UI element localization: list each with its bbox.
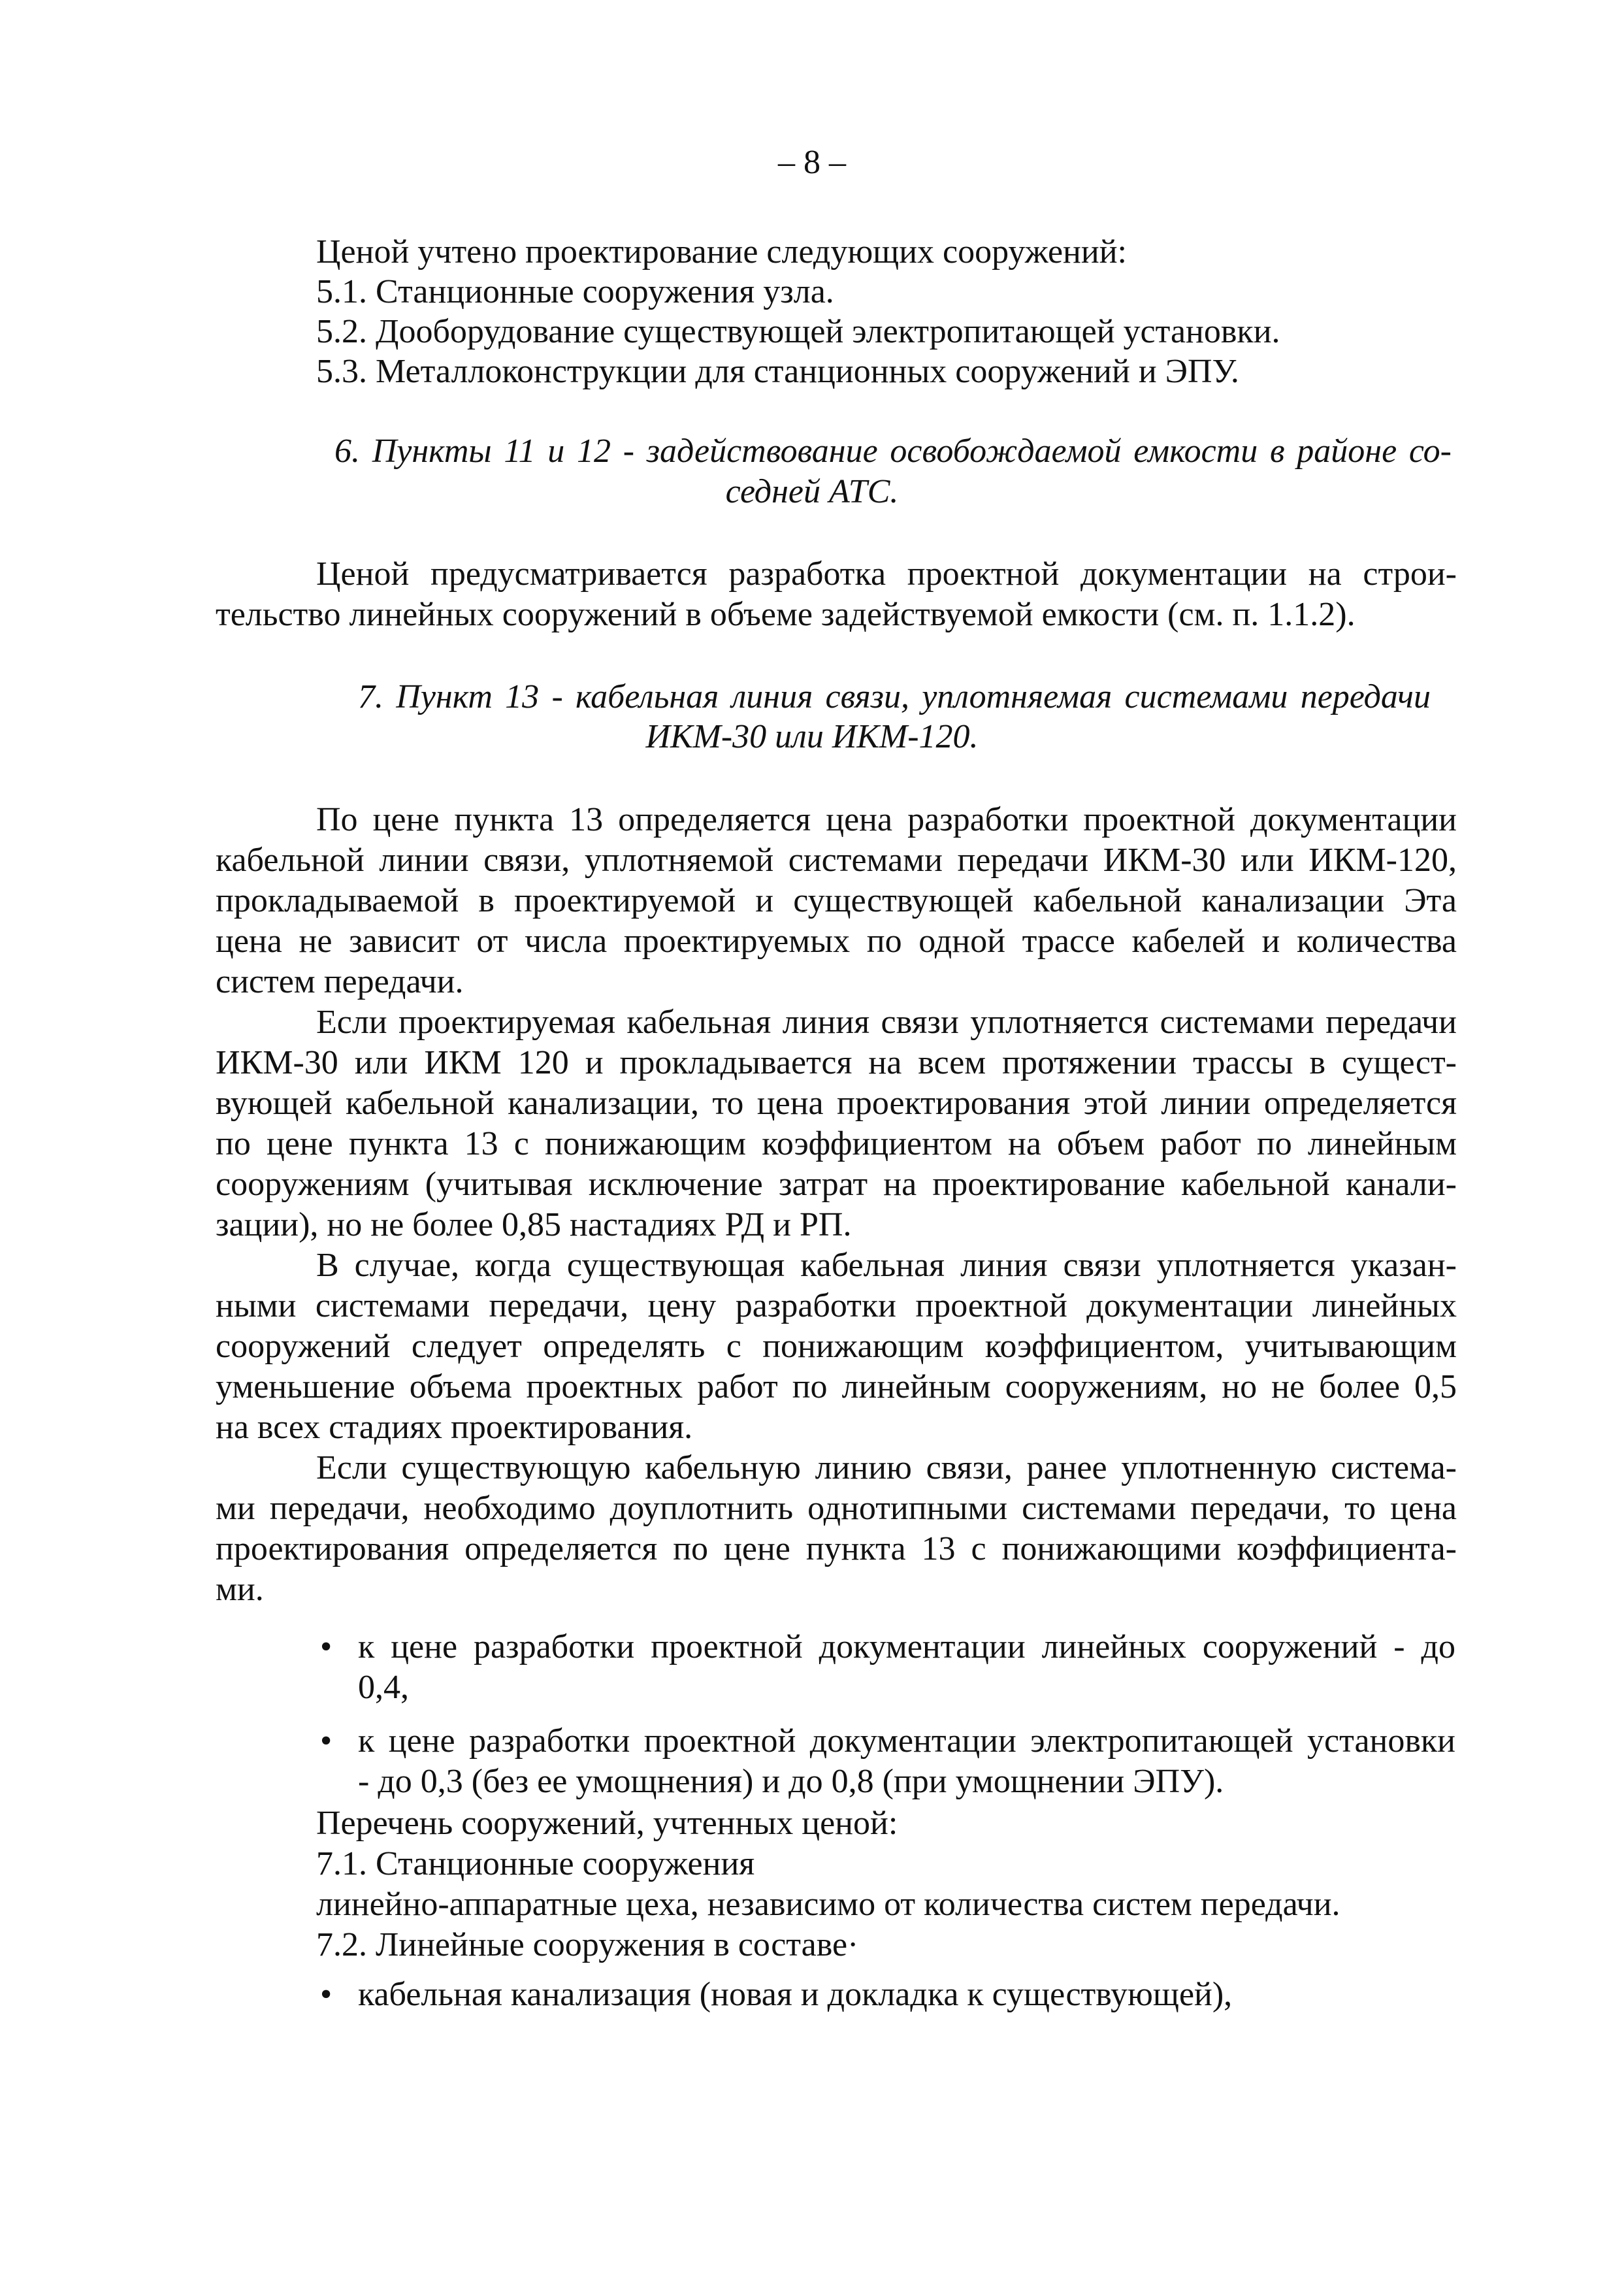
p2-line-6: зации), но не более 0,85 настадиях РД и РП. bbox=[216, 1206, 852, 1243]
bullet-3-marker: • bbox=[320, 1976, 333, 2013]
p3-line-2: ными системами передачи, цену разработки проектной документации линейных bbox=[216, 1287, 1457, 1324]
section6-heading-line2: седней АТС. bbox=[725, 473, 899, 510]
list-lead: Перечень сооружений, учтенных ценой: bbox=[316, 1805, 898, 1842]
bullet-2-line-2: - до 0,3 (без ее умощнения) и до 0,8 (при умощнении ЭПУ). bbox=[358, 1763, 1224, 1800]
list-item-7-2: 7.2. Линейные сооружения в составе· bbox=[316, 1926, 859, 1963]
section7-heading-line2: ИКМ-30 или ИКМ-120. bbox=[645, 718, 979, 755]
section7-heading-line1: 7. Пункт 13 - кабельная линия связи, уплотняемая системами передачи bbox=[358, 678, 1431, 715]
p2-line-5: сооружениям (учитывая исключение затрат на проектирование кабельной канали- bbox=[216, 1166, 1457, 1203]
p3-line-5: на всех стадиях проектирования. bbox=[216, 1409, 693, 1446]
p4-line-1: Если существующую кабельную линию связи, ранее уплотненную система- bbox=[316, 1449, 1457, 1486]
section6-para-line1: Ценой предусматривается разработка проектной документации на строи- bbox=[316, 555, 1457, 593]
p1-line-5: систем передачи. bbox=[216, 963, 464, 1000]
page-number: – 8 – bbox=[778, 144, 846, 181]
section6-para-line2: тельство линейных сооружений в объеме задействуемой емкости (см. п. 1.1.2). bbox=[216, 596, 1356, 633]
p1-line-4: цена не зависит от числа проектируемых по одной трассе кабелей и количества bbox=[216, 923, 1457, 960]
intro-item-3: 5.3. Металлоконструкции для станционных сооружений и ЭПУ. bbox=[316, 353, 1239, 390]
p2-line-2: ИКМ-30 или ИКМ 120 и прокладывается на всем протяжении трассы в сущест- bbox=[216, 1044, 1457, 1081]
p1-line-1: По цене пункта 13 определяется цена разработки проектной документации bbox=[316, 801, 1457, 838]
p4-line-3: проектирования определяется по цене пункта 13 с понижающими коэффициента- bbox=[216, 1530, 1457, 1567]
p2-line-3: вующей кабельной канализации, то цена проектирования этой линии определяется bbox=[216, 1085, 1457, 1122]
p2-line-4: по цене пункта 13 с понижающим коэффициентом на объем работ по линейным bbox=[216, 1125, 1457, 1162]
p2-line-1: Если проектируемая кабельная линия связи уплотняется системами передачи bbox=[316, 1004, 1457, 1041]
list-item-7-1-text: линейно-аппаратные цеха, независимо от количества систем передачи. bbox=[316, 1886, 1340, 1923]
p4-line-4: ми. bbox=[216, 1571, 264, 1608]
p1-line-3: прокладываемой в проектируемой и существующей кабельной канализации Эта bbox=[216, 882, 1457, 919]
bullet-1-line-1: к цене разработки проектной документации линейных сооружений - до bbox=[358, 1628, 1455, 1665]
intro-item-2: 5.2. Дооборудование существующей электропитающей установки. bbox=[316, 313, 1280, 350]
p1-line-2: кабельной линии связи, уплотняемой системами передачи ИКМ-30 или ИКМ-120, bbox=[216, 842, 1457, 879]
intro-item-1: 5.1. Станционные сооружения узла. bbox=[316, 273, 834, 310]
bullet-2-marker: • bbox=[320, 1722, 333, 1760]
bullet-1-marker: • bbox=[320, 1628, 333, 1665]
bullet-2-line-1: к цене разработки проектной документации электропитающей установки bbox=[358, 1722, 1455, 1760]
p3-line-1: В случае, когда существующая кабельная линия связи уплотняется указан- bbox=[316, 1247, 1457, 1284]
section6-heading-line1: 6. Пункты 11 и 12 - задействование освобождаемой емкости в районе со- bbox=[334, 433, 1452, 470]
p3-line-3: сооружений следует определять с понижающим коэффициентом, учитывающим bbox=[216, 1328, 1457, 1365]
bullet-1-line-2: 0,4, bbox=[358, 1669, 409, 1706]
intro-lead: Ценой учтено проектирование следующих сооружений: bbox=[316, 233, 1127, 270]
p4-line-2: ми передачи, необходимо доуплотнить однотипными системами передачи, то цена bbox=[216, 1490, 1457, 1527]
p3-line-4: уменьшение объема проектных работ по линейным сооружениям, но не более 0,5 bbox=[216, 1368, 1457, 1405]
list-item-7-1: 7.1. Станционные сооружения bbox=[316, 1845, 755, 1882]
bullet-3-line-1: кабельная канализация (новая и докладка к существующей), bbox=[358, 1976, 1233, 2013]
